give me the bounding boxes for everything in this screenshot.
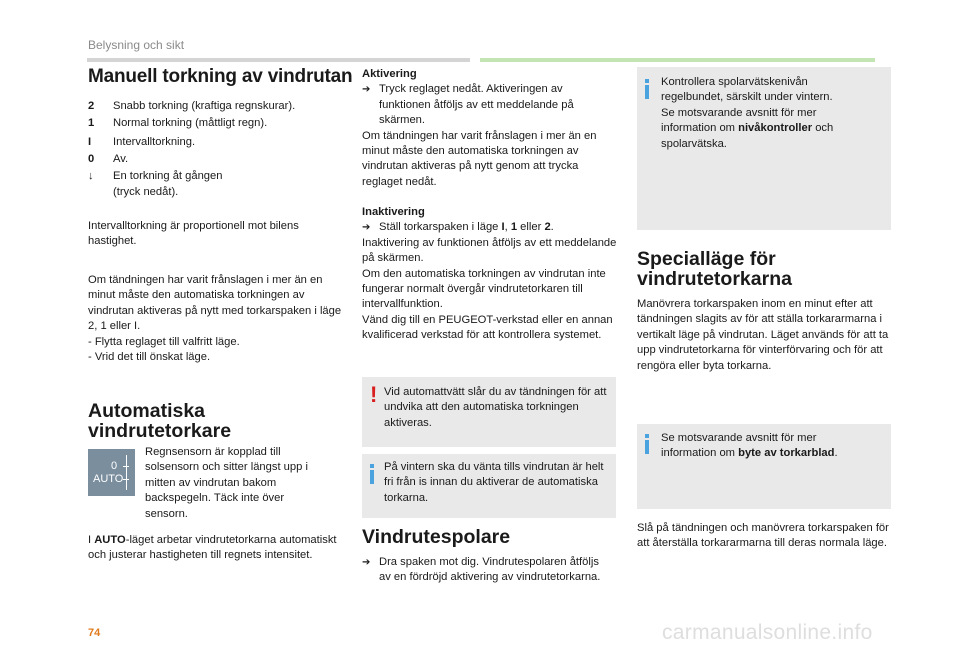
section-header: Belysning och sikt xyxy=(88,38,185,52)
paragraph: Om tändningen har varit frånslagen i mer än en minut måste den automatiska torkningen av vindrutan aktiveras på nytt med torkarspaken i läge 2, 1 eller I. - Flytta reglaget till valfritt läge. - Vrid det till önskat läge. xyxy=(88,274,342,364)
section-title-auto: Automatiska vindrutetorkare xyxy=(88,400,232,442)
special-paragraph: Manövrera torkarspaken inom en minut efter att tändningen slagits av för att ställa torkararmarna i vertikalt läge på vindrutan. Läget används för att ta upp vindrutetorkarna för vinterförvaring och för att rengöra eller byta torkarna. xyxy=(637,298,889,372)
warning-box: ! Vid automattvätt slår du av tändningen för att undvika att den automatiska torkningen aktiveras. xyxy=(362,377,616,447)
page-number: 74 xyxy=(88,627,101,639)
arrow-down-icon: ↓ xyxy=(88,170,94,182)
info-box: Kontrollera spolarvätskenivån regelbundet, särskilt under vintern. Se motsvarande avsnitt för mer information om nivåkontroller och spolarvätska. xyxy=(637,67,891,230)
page-title: Manuell torkning av vindrutan xyxy=(88,66,353,87)
section-title-special: Specialläge för vindrutetorkarna xyxy=(637,248,792,290)
paragraph: Intervalltorkning är proportionell mot bilens hastighet. xyxy=(88,220,299,248)
deactivation-section: Inaktivering ➔ Ställ torkarspaken i läge I, 1 eller 2. Inaktivering av funktionen åtföljs av ett meddelande på skärmen. Om den automatiska torkningen av vindrutan inte fungerar normalt övergår vindrutetorkaren till intervallfunktion. Vänd dig till en PEUGEOT-verkstad eller en annan kvalificerad verkstad för att kontrollera systemet. xyxy=(362,206,617,342)
auto-wiper-icon: 0 AUTO xyxy=(88,449,135,496)
washer-section: ➔ Dra spaken mot dig. Vindrutespolaren åtföljs av en fördröjd aktivering av vindrutetorkarna. xyxy=(362,556,601,584)
watermark: carmanualsonline.info xyxy=(662,621,873,644)
final-paragraph: Slå på tändningen och manövrera torkarspaken för att återställa torkararmarna till deras normala läge. xyxy=(637,522,889,550)
bullet-arrow-icon: ➔ xyxy=(362,557,371,568)
header-divider-right xyxy=(480,58,875,62)
bullet-arrow-icon: ➔ xyxy=(362,84,371,96)
info-box: Se motsvarande avsnitt för mer information om byte av torkarblad. xyxy=(637,424,891,509)
activation-section: Aktivering ➔ Tryck reglaget nedåt. Aktiveringen av funktionen åtföljs av ett meddelande på skärmen. Om tändningen har varit frånslagen i mer än en minut måste den automatiska torkningen av vindrutan aktiveras på nytt genom att trycka reglaget nedåt. xyxy=(362,68,597,188)
info-box: På vintern ska du vänta tills vindrutan är helt fri från is innan du aktiverar de automatiska torkarna. xyxy=(362,454,616,518)
auto-paragraph: I AUTO-läget arbetar vindrutetorkarna automatiskt och justerar hastigheten till regnets intensitet. xyxy=(88,534,337,562)
warning-icon: ! xyxy=(370,382,378,407)
section-title-washer: Vindrutespolare xyxy=(362,526,511,548)
header-divider-left xyxy=(87,58,470,62)
auto-description: Regnsensorn är kopplad till solsensorn och sitter längst upp i mitten av vindrutan bakom backspegeln. Täck inte över sensorn. xyxy=(145,446,308,520)
bullet-arrow-icon: ➔ xyxy=(362,222,371,234)
